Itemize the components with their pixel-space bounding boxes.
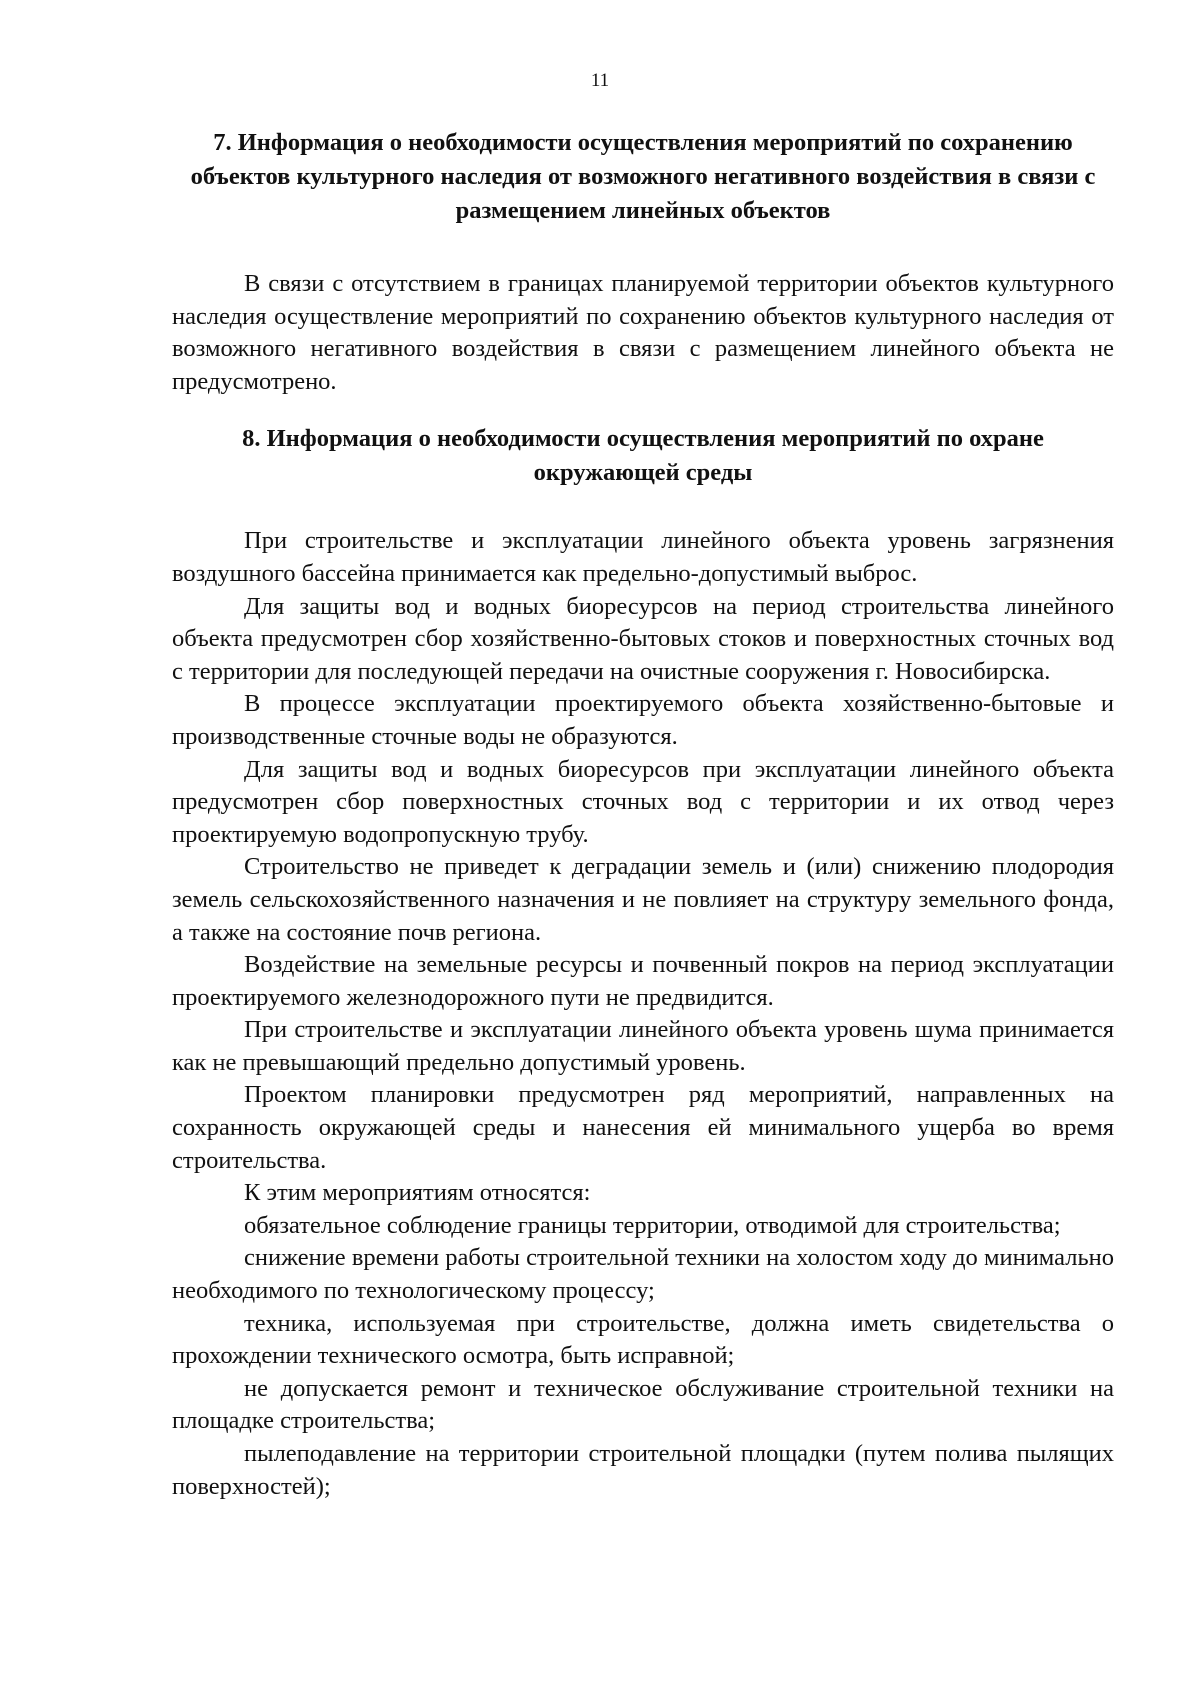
section-7 <box>172 126 1114 398</box>
section-8-paragraph-measures-list-lead: К этим мероприятиям относятся: <box>244 1179 591 1207</box>
document-body <box>172 126 1114 1503</box>
measure-list-item: снижение времени работы строительной техники на холостом ходу до минимально необходимого по технологическому процессу; <box>172 1244 1114 1305</box>
section-8-heading: 8. Информация о необходимости осуществления мероприятий по охране окружающей среды <box>242 425 1044 487</box>
measure-list-item: пылеподавление на территории строительной площадки (путем полива пылящих поверхностей); <box>172 1440 1114 1500</box>
section-8-paragraph-land-resources: Воздействие на земельные ресурсы и почвенный покров на период эксплуатации проектируемого железнодорожного пути не предвидится. <box>172 951 1114 1011</box>
measure-list-item: не допускается ремонт и техническое обслуживание строительной техники на площадке строительства; <box>172 1374 1114 1435</box>
section-8-paragraph-water-construction: Для защиты вод и водных биоресурсов на период строительства линейного объекта предусмотрен сбор хозяйственно-бытовых стоков и поверхностных сточных вод с территории для последующей передачи на очистные сооружения г. Новосибирска. <box>172 592 1114 685</box>
section-8-paragraph-emissions: При строительстве и эксплуатации линейного объекта уровень загрязнения воздушного бассейна принимается как предельно-допустимый выброс. <box>172 527 1114 587</box>
measure-list-item: техника, используемая при строительстве, должна иметь свидетельства о прохождении технического осмотра, быть исправной; <box>172 1309 1114 1370</box>
measure-list-item: обязательное соблюдение границы территории, отводимой для строительства; <box>244 1211 1061 1239</box>
section-8-paragraph-noise: При строительстве и эксплуатации линейного объекта уровень шума принимается как не превышающий предельно допустимый уровень. <box>172 1016 1114 1076</box>
section-8-paragraph-water-operation: Для защиты вод и водных биоресурсов при эксплуатации линейного объекта предусмотрен сбор поверхностных сточных вод с территории и их отвод через проектируемую водопропускную трубу. <box>172 755 1114 848</box>
section-8 <box>172 422 1114 1503</box>
section-7-heading: 7. Информация о необходимости осуществления мероприятий по сохранению объектов культурного наследия от возможного негативного воздействия в связи с размещением линейных объектов <box>190 129 1096 224</box>
section-7-paragraph: В связи с отсутствием в границах планируемой территории объектов культурного наследия осуществление мероприятий по сохранению объектов культурного наследия от возможного негативного воздействия в связи с размещением линейного объекта не предусмотрено. <box>172 270 1114 395</box>
section-8-paragraph-wastewater: В процессе эксплуатации проектируемого объекта хозяйственно-бытовые и производственные сточные воды не образуются. <box>172 690 1114 750</box>
page-number: 11 <box>590 70 610 91</box>
section-8-paragraph-measures-intro: Проектом планировки предусмотрен ряд мероприятий, направленных на сохранность окружающей среды и нанесения ей минимального ущерба во время строительства. <box>172 1081 1114 1174</box>
section-8-paragraph-land-degradation: Строительство не приведет к деградации земель и (или) снижению плодородия земель сельскохозяйственного назначения и не повлияет на структуру земельного фонда, а также на состояние почв региона. <box>172 853 1114 946</box>
